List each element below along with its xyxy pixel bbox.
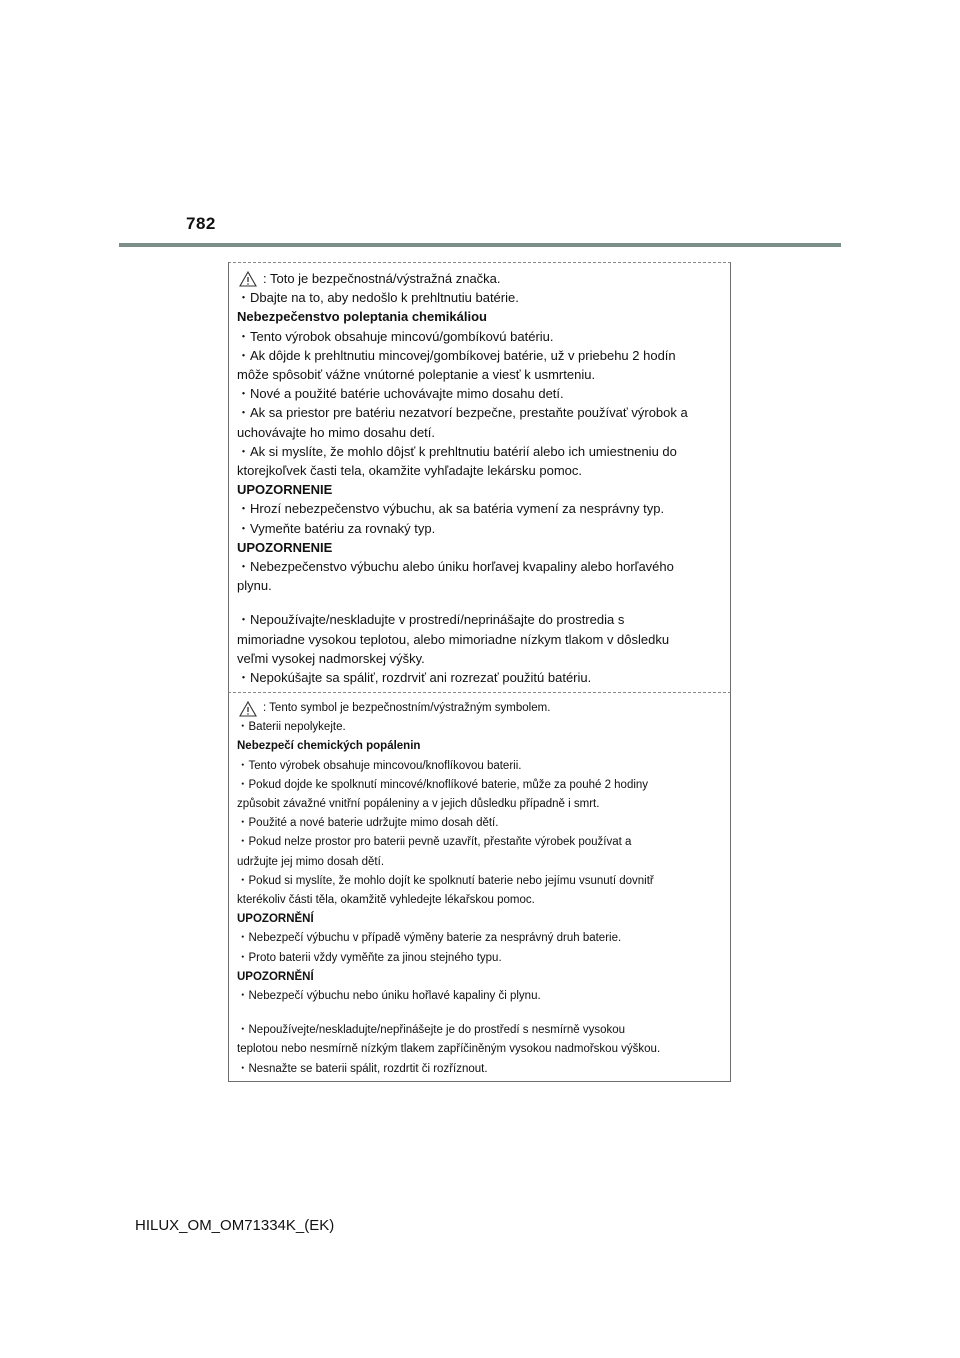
text-line: mimoriadne vysokou teplotou, alebo mimoriadne nízkym tlakom v dôsledku (237, 631, 670, 647)
text-line: ・Baterii nepolykejte. (237, 721, 346, 734)
text-line: ・Nové a použité batérie uchovávajte mimo dosahu detí. (237, 386, 564, 402)
text-line: ktorejkoľvek časti tela, okamžite vyhľadajte lekársku pomoc. (237, 463, 583, 479)
section-heading: UPOZORNENIE (237, 539, 333, 555)
text-line: ・Hrozí nebezpečenstvo výbuchu, ak sa batéria vymení za nesprávny typ. (237, 501, 665, 517)
text-line: ・Ak sa priestor pre batériu nezatvorí bezpečne, prestaňte používať výrobok a (237, 405, 688, 421)
text-line: ・Tento výrobok obsahuje mincovú/gombíkovú batériu. (237, 328, 554, 344)
text-line: ・Nepokúšajte sa spáliť, rozdrviť ani rozrezať použitú batériu. (237, 670, 592, 686)
section-heading: Nebezpečí chemických popálenin (237, 740, 421, 753)
text-line: způsobit závažné vnitřní popáleniny a v jejich důsledku případně i smrt. (237, 798, 600, 811)
spacer (237, 595, 722, 610)
text-line: ・Nebezpečí výbuchu v případě výměny baterie za nesprávný druh baterie. (237, 932, 622, 945)
header-rule (119, 243, 841, 247)
text-line: plynu. (237, 578, 272, 594)
section-heading: UPOZORNENIE (237, 482, 333, 498)
page-number: 782 (186, 214, 216, 233)
warning-box-slovak (228, 262, 731, 693)
text-line: ・Nebezpečenstvo výbuchu alebo úniku horľavej kvapaliny alebo horľavého (237, 559, 674, 575)
text-line: ・Pokud si myslíte, že mohlo dojít ke spolknutí baterie nebo jejímu vsunutí dovnitř (237, 874, 654, 887)
text-line: ・Nebezpečí výbuchu nebo úniku hořlavé kapaliny či plynu. (237, 990, 541, 1003)
text-line: ・Pokud dojde ke spolknutí mincové/knoflíkové baterie, může za pouhé 2 hodiny (237, 778, 649, 791)
text-line: ・Nesnažte se baterii spálit, rozdrtit či rozříznout. (237, 1062, 488, 1075)
warning-box-czech (228, 693, 731, 1082)
text-line: ・Použité a nové baterie udržujte mimo dosah dětí. (237, 817, 499, 830)
warning-symbol-text: : Tento symbol je bezpečnostním/výstražným symbolem. (263, 702, 551, 714)
text-line: udržujte jej mimo dosah dětí. (237, 855, 385, 868)
document-code-footer: HILUX_OM_OM71334K_(EK) (135, 1217, 335, 1234)
warning-triangle-icon (239, 701, 257, 717)
text-line: ・Tento výrobek obsahuje mincovou/knoflíkovou baterii. (237, 759, 522, 772)
text-line: ・Ak dôjde k prehltnutiu mincovej/gombíkovej batérie, už v priebehu 2 hodín (237, 347, 676, 363)
section-heading: Nebezpečenstvo poleptania chemikáliou (237, 309, 487, 325)
text-line: ・Ak si myslíte, že mohlo dôjsť k prehltnutiu batérií alebo ich umiestneniu do (237, 443, 677, 459)
text-line: kterékoliv části těla, okamžitě vyhledejte lékařskou pomoc. (237, 894, 535, 907)
text-line: teplotou nebo nesmírně nízkým tlakem zapříčiněným vysokou nadmořskou výškou. (237, 1043, 661, 1056)
section-heading: UPOZORNĚNÍ (237, 970, 314, 983)
text-line: môže spôsobiť vážne vnútorné poleptanie a viesť k usmrteniu. (237, 367, 596, 383)
warning-line (237, 269, 722, 288)
text-line: ・Nepoužívajte/neskladujte v prostredí/neprinášajte do prostredia s (237, 612, 625, 628)
warning-line (237, 699, 722, 718)
text-line: uchovávajte ho mimo dosahu detí. (237, 424, 436, 440)
section-heading: UPOZORNĚNÍ (237, 913, 314, 926)
text-line: ・Dbajte na to, aby nedošlo k prehltnutiu batérie. (237, 290, 519, 306)
text-line: ・Nepoužívejte/neskladujte/nepřinášejte je do prostředí s nesmírně vysokou (237, 1024, 626, 1037)
warning-triangle-icon (239, 271, 257, 287)
warning-symbol-text: : Toto je bezpečnostná/výstražná značka. (263, 271, 501, 286)
text-line: ・Proto baterii vždy vyměňte za jinou stejného typu. (237, 951, 502, 964)
spacer (237, 1006, 722, 1021)
text-line: veľmi vysokej nadmorskej výšky. (237, 650, 425, 666)
text-line: ・Vymeňte batériu za rovnaký typ. (237, 520, 436, 536)
text-line: ・Pokud nelze prostor pro baterii pevně uzavřít, přestaňte výrobek používat a (237, 836, 632, 849)
